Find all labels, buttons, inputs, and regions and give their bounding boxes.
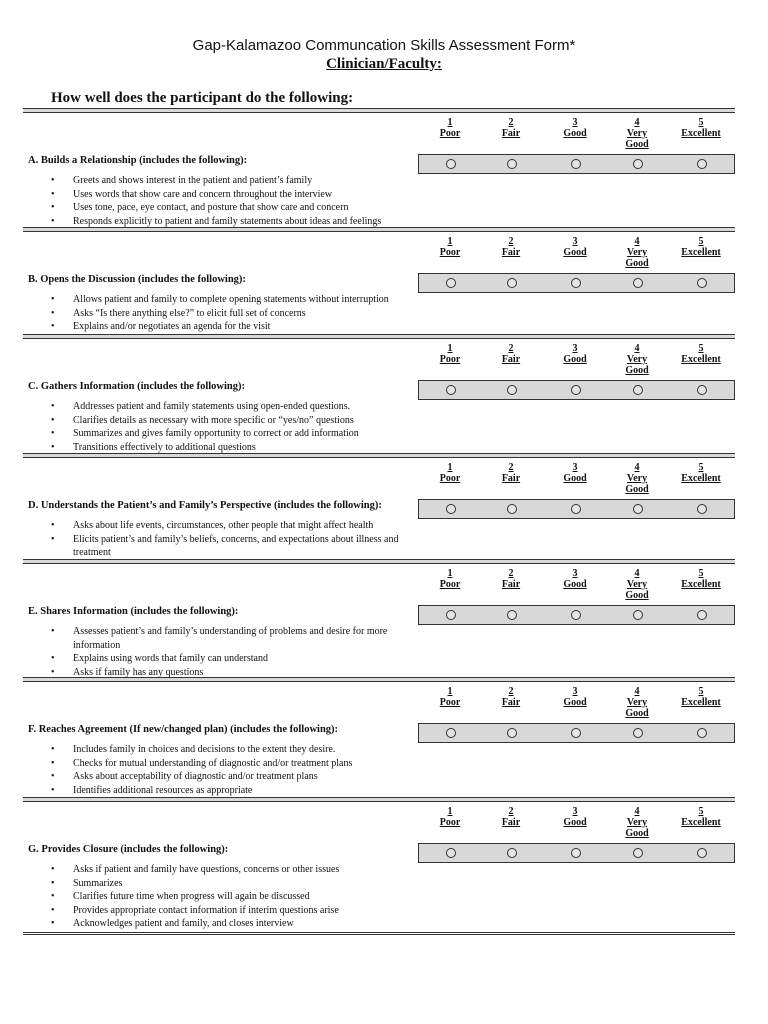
- scale-num: 2: [508, 568, 514, 579]
- rating-scale-header: [418, 462, 740, 500]
- criteria-item: • Summarizes and gives family opportunity to correct or add information: [51, 427, 411, 441]
- scale-label-2: [479, 236, 543, 258]
- form-question: How well does the participant do the following:: [51, 90, 354, 106]
- scale-label-2: [479, 462, 543, 484]
- scale-label-4: [605, 343, 669, 376]
- section-title: E. Shares Information (includes the following):: [28, 606, 239, 617]
- criteria-list: [51, 863, 411, 931]
- criteria-item: • Asks if patient and family have questions, concerns or other issues: [51, 863, 411, 877]
- scale-label-4: [605, 462, 669, 495]
- scale-word1: Very: [626, 247, 648, 258]
- rating-radio-1[interactable]: [446, 278, 456, 288]
- criteria-item: • Explains and/or negotiates an agenda for the visit: [51, 320, 411, 334]
- scale-num: 5: [698, 806, 704, 817]
- rating-radio-2[interactable]: [507, 504, 517, 514]
- scale-label-1: [418, 806, 482, 828]
- section-divider: [23, 559, 735, 564]
- rating-radio-4[interactable]: [633, 159, 643, 169]
- criteria-item: • Assesses patient’s and family’s understanding of problems and desire for more information: [51, 625, 411, 652]
- rating-radio-1[interactable]: [446, 504, 456, 514]
- scale-num: 1: [447, 568, 453, 579]
- scale-word2: Good: [625, 708, 649, 719]
- rating-radio-1[interactable]: [446, 159, 456, 169]
- scale-label-5: [669, 686, 733, 708]
- scale-num: 1: [447, 236, 453, 247]
- scale-word1: Excellent: [681, 579, 721, 590]
- scale-word1: Excellent: [681, 697, 721, 708]
- rating-row: [418, 499, 735, 519]
- scale-label-3: [543, 806, 607, 828]
- rating-radio-2[interactable]: [507, 728, 517, 738]
- section-divider: [23, 108, 735, 113]
- rating-row: [418, 605, 735, 625]
- rating-radio-3[interactable]: [571, 385, 581, 395]
- scale-word1: Good: [563, 817, 587, 828]
- scale-num: 1: [447, 686, 453, 697]
- scale-num: 1: [447, 462, 453, 473]
- scale-num: 4: [634, 117, 640, 128]
- rating-scale-header: [418, 568, 740, 606]
- criteria-item: • Asks if family has any questions: [51, 666, 411, 680]
- criteria-item: • Greets and shows interest in the patient and patient’s family: [51, 174, 411, 188]
- section-title: B. Opens the Discussion (includes the following):: [28, 274, 246, 285]
- scale-num: 5: [698, 462, 704, 473]
- criteria-item: • Asks about life events, circumstances, other people that might affect health: [51, 519, 411, 533]
- scale-label-1: [418, 686, 482, 708]
- rating-row: [418, 843, 735, 863]
- scale-word1: Fair: [501, 473, 521, 484]
- scale-num: 5: [698, 568, 704, 579]
- section-title: C. Gathers Information (includes the following):: [28, 381, 245, 392]
- scale-label-3: [543, 462, 607, 484]
- rating-row: [418, 273, 735, 293]
- scale-label-3: [543, 686, 607, 708]
- scale-num: 3: [572, 686, 578, 697]
- scale-word1: Poor: [439, 354, 461, 365]
- scale-num: 3: [572, 806, 578, 817]
- scale-word1: Very: [626, 473, 648, 484]
- scale-num: 5: [698, 686, 704, 697]
- rating-radio-3[interactable]: [571, 504, 581, 514]
- criteria-list: [51, 743, 411, 797]
- criteria-item: • Uses tone, pace, eye contact, and posture that show care and concern: [51, 201, 411, 215]
- scale-num: 4: [634, 343, 640, 354]
- scale-label-3: [543, 117, 607, 139]
- scale-num: 3: [572, 462, 578, 473]
- scale-num: 4: [634, 236, 640, 247]
- rating-radio-4[interactable]: [633, 385, 643, 395]
- scale-num: 2: [508, 806, 514, 817]
- scale-word1: Excellent: [681, 128, 721, 139]
- scale-label-2: [479, 568, 543, 590]
- criteria-item: • Acknowledges patient and family, and closes interview: [51, 917, 411, 931]
- rating-radio-4[interactable]: [633, 848, 643, 858]
- rating-radio-2[interactable]: [507, 385, 517, 395]
- criteria-item: • Asks “Is there anything else?” to elicit full set of concerns: [51, 307, 411, 321]
- scale-label-3: [543, 343, 607, 365]
- scale-word1: Poor: [439, 473, 461, 484]
- rating-radio-2[interactable]: [507, 610, 517, 620]
- rating-radio-4[interactable]: [633, 504, 643, 514]
- criteria-item: • Uses words that show care and concern throughout the interview: [51, 188, 411, 202]
- criteria-item: • Transitions effectively to additional questions: [51, 441, 411, 455]
- scale-word1: Very: [626, 579, 648, 590]
- rating-scale-header: [418, 343, 740, 381]
- rating-radio-1[interactable]: [446, 385, 456, 395]
- scale-label-5: [669, 568, 733, 590]
- rating-scale-header: [418, 236, 740, 274]
- scale-num: 5: [698, 236, 704, 247]
- scale-word1: Very: [626, 817, 648, 828]
- scale-word1: Fair: [501, 247, 521, 258]
- form-title: Gap-Kalamazoo Communcation Skills Assessment Form*: [192, 37, 576, 54]
- criteria-item: • Clarifies details as necessary with more specific or “yes/no” questions: [51, 414, 411, 428]
- scale-word2: Good: [625, 484, 649, 495]
- scale-num: 1: [447, 806, 453, 817]
- scale-label-5: [669, 117, 733, 139]
- rating-row: [418, 380, 735, 400]
- rating-radio-3[interactable]: [571, 610, 581, 620]
- criteria-item: • Allows patient and family to complete opening statements without interruption: [51, 293, 411, 307]
- scale-label-4: [605, 806, 669, 839]
- rating-radio-2[interactable]: [507, 848, 517, 858]
- scale-word2: Good: [625, 590, 649, 601]
- criteria-item: • Includes family in choices and decisions to the extent they desire.: [51, 743, 411, 757]
- scale-label-5: [669, 806, 733, 828]
- criteria-item: • Identifies additional resources as appropriate: [51, 784, 411, 798]
- scale-label-1: [418, 462, 482, 484]
- rating-radio-5[interactable]: [697, 385, 707, 395]
- criteria-item: • Elicits patient’s and family’s beliefs, concerns, and expectations about illness and treatment: [51, 533, 411, 560]
- scale-word1: Poor: [439, 128, 461, 139]
- scale-word1: Fair: [501, 817, 521, 828]
- section-title: A. Builds a Relationship (includes the following):: [28, 155, 248, 166]
- section-title: D. Understands the Patient’s and Family’s Perspective (includes the following):: [28, 500, 382, 511]
- scale-num: 2: [508, 236, 514, 247]
- rating-radio-5[interactable]: [697, 610, 707, 620]
- scale-label-4: [605, 568, 669, 601]
- scale-word1: Fair: [501, 354, 521, 365]
- scale-word1: Excellent: [681, 247, 721, 258]
- rating-radio-1[interactable]: [446, 728, 456, 738]
- scale-word2: Good: [625, 828, 649, 839]
- scale-word1: Poor: [439, 247, 461, 258]
- scale-word1: Very: [626, 128, 648, 139]
- section-divider: [23, 334, 735, 339]
- scale-num: 2: [508, 343, 514, 354]
- criteria-list: [51, 174, 411, 228]
- scale-word1: Fair: [501, 697, 521, 708]
- scale-word1: Excellent: [681, 473, 721, 484]
- criteria-list: [51, 400, 411, 454]
- rating-radio-4[interactable]: [633, 610, 643, 620]
- rating-row: [418, 154, 735, 174]
- section-title: F. Reaches Agreement (If new/changed plan) (includes the following):: [28, 724, 339, 735]
- criteria-item: • Clarifies future time when progress will again be discussed: [51, 890, 411, 904]
- scale-label-4: [605, 117, 669, 150]
- rating-radio-3[interactable]: [571, 848, 581, 858]
- scale-word1: Very: [626, 697, 648, 708]
- rating-scale-header: [418, 686, 740, 724]
- scale-word1: Good: [563, 354, 587, 365]
- scale-label-1: [418, 343, 482, 365]
- criteria-item: • Addresses patient and family statements using open-ended questions.: [51, 400, 411, 414]
- scale-word1: Fair: [501, 579, 521, 590]
- rating-row: [418, 723, 735, 743]
- section-title: G. Provides Closure (includes the following):: [28, 844, 229, 855]
- rating-scale-header: [418, 117, 740, 155]
- scale-word1: Good: [563, 128, 587, 139]
- form-subtitle: Clinician/Faculty:: [326, 56, 442, 72]
- rating-radio-4[interactable]: [633, 278, 643, 288]
- rating-radio-3[interactable]: [571, 278, 581, 288]
- scale-word1: Good: [563, 579, 587, 590]
- scale-word1: Poor: [439, 579, 461, 590]
- rating-radio-5[interactable]: [697, 504, 707, 514]
- scale-label-2: [479, 686, 543, 708]
- scale-word1: Very: [626, 354, 648, 365]
- scale-word2: Good: [625, 258, 649, 269]
- scale-num: 3: [572, 568, 578, 579]
- scale-num: 1: [447, 117, 453, 128]
- scale-label-3: [543, 236, 607, 258]
- scale-num: 5: [698, 117, 704, 128]
- rating-radio-5[interactable]: [697, 848, 707, 858]
- scale-num: 3: [572, 343, 578, 354]
- criteria-item: • Summarizes: [51, 877, 411, 891]
- scale-word1: Poor: [439, 817, 461, 828]
- scale-word1: Excellent: [681, 817, 721, 828]
- scale-word1: Good: [563, 697, 587, 708]
- criteria-item: • Responds explicitly to patient and family statements about ideas and feelings: [51, 215, 411, 229]
- rating-radio-1[interactable]: [446, 610, 456, 620]
- scale-label-2: [479, 117, 543, 139]
- criteria-list: [51, 519, 411, 560]
- scale-label-1: [418, 568, 482, 590]
- scale-label-4: [605, 686, 669, 719]
- scale-num: 2: [508, 686, 514, 697]
- scale-label-2: [479, 806, 543, 828]
- section-divider: [23, 797, 735, 802]
- criteria-item: • Checks for mutual understanding of diagnostic and/or treatment plans: [51, 757, 411, 771]
- criteria-item: • Provides appropriate contact information if interim questions arise: [51, 904, 411, 918]
- scale-label-5: [669, 343, 733, 365]
- scale-word1: Poor: [439, 697, 461, 708]
- scale-word1: Excellent: [681, 354, 721, 365]
- scale-num: 5: [698, 343, 704, 354]
- scale-num: 2: [508, 117, 514, 128]
- scale-word1: Good: [563, 473, 587, 484]
- scale-label-1: [418, 236, 482, 258]
- scale-num: 4: [634, 462, 640, 473]
- scale-word1: Good: [563, 247, 587, 258]
- scale-num: 4: [634, 806, 640, 817]
- scale-label-5: [669, 462, 733, 484]
- rating-scale-header: [418, 806, 740, 844]
- criteria-item: • Asks about acceptability of diagnostic and/or treatment plans: [51, 770, 411, 784]
- rating-radio-3[interactable]: [571, 728, 581, 738]
- form-end-divider: [23, 932, 735, 935]
- scale-word1: Fair: [501, 128, 521, 139]
- scale-num: 2: [508, 462, 514, 473]
- rating-radio-5[interactable]: [697, 728, 707, 738]
- scale-label-1: [418, 117, 482, 139]
- rating-radio-5[interactable]: [697, 278, 707, 288]
- scale-word2: Good: [625, 365, 649, 376]
- scale-num: 3: [572, 117, 578, 128]
- scale-num: 1: [447, 343, 453, 354]
- scale-num: 3: [572, 236, 578, 247]
- scale-num: 4: [634, 686, 640, 697]
- criteria-list: [51, 625, 411, 679]
- scale-label-2: [479, 343, 543, 365]
- rating-radio-2[interactable]: [507, 278, 517, 288]
- scale-word2: Good: [625, 139, 649, 150]
- scale-label-4: [605, 236, 669, 269]
- rating-radio-3[interactable]: [571, 159, 581, 169]
- scale-label-3: [543, 568, 607, 590]
- rating-radio-5[interactable]: [697, 159, 707, 169]
- rating-radio-4[interactable]: [633, 728, 643, 738]
- rating-radio-2[interactable]: [507, 159, 517, 169]
- criteria-item: • Explains using words that family can understand: [51, 652, 411, 666]
- scale-num: 4: [634, 568, 640, 579]
- rating-radio-1[interactable]: [446, 848, 456, 858]
- scale-label-5: [669, 236, 733, 258]
- criteria-list: [51, 293, 411, 334]
